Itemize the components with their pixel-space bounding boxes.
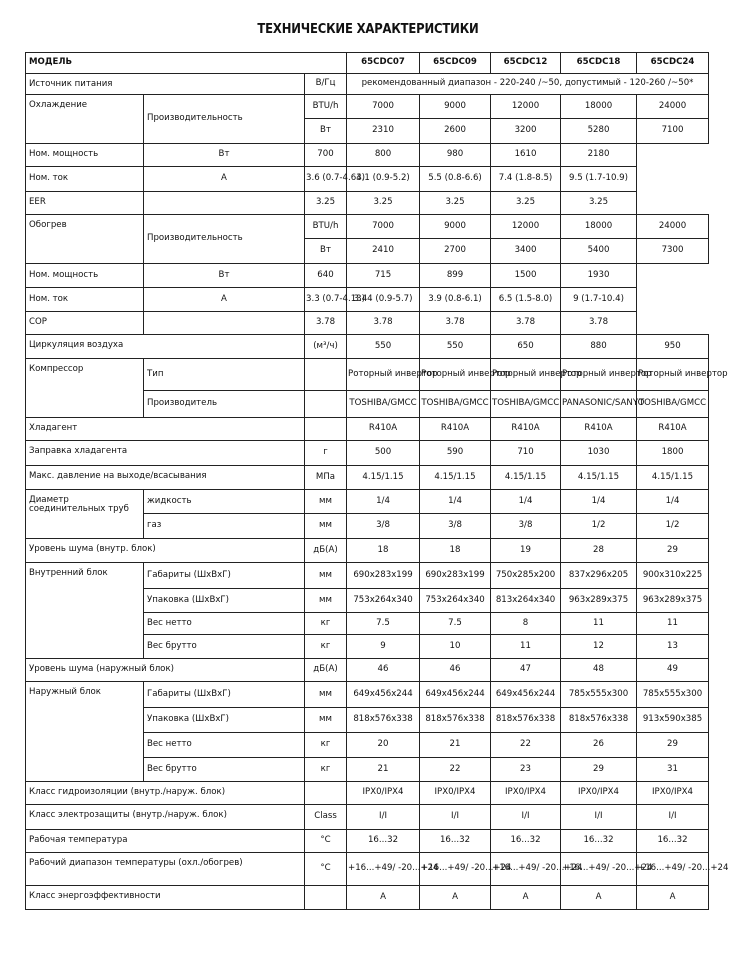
table-row (26, 192, 709, 215)
table-row (26, 782, 709, 805)
row-sublabel: Вес брутто (144, 758, 305, 782)
row-label: Макс. давление на выходе/всасывания (26, 466, 305, 490)
value-cell: 7100 (637, 119, 709, 144)
value-cell: 753x264x340 (420, 589, 491, 613)
value-cell: 19 (491, 539, 561, 563)
value-cell: 913x590x385 (637, 708, 709, 733)
table-row (26, 264, 709, 288)
model-header-cell: 65CDC18 (561, 53, 637, 74)
row-sublabel: Габариты (ШхВхГ) (144, 563, 305, 589)
value-cell: 7.5 (347, 613, 420, 635)
unit-cell: кг (305, 613, 347, 635)
value-cell: 753x264x340 (347, 589, 420, 613)
table-row (26, 95, 709, 119)
value-cell: 785x555x300 (637, 682, 709, 708)
value-cell: A (491, 886, 561, 910)
value-cell: 1/4 (347, 490, 420, 514)
value-cell: 3.6 (0.7-4.63) (305, 167, 347, 192)
value-cell: TOSHIBA/GMCC (491, 391, 561, 418)
value-cell: 18000 (561, 95, 637, 119)
value-cell: I/I (637, 805, 709, 830)
value-cell: I/I (347, 805, 420, 830)
row-label: Уровень шума (внутр. блок) (26, 539, 305, 563)
value-cell: R410A (420, 418, 491, 441)
value-cell: 5400 (561, 239, 637, 264)
value-cell: 649x456x244 (347, 682, 420, 708)
row-label: Диаметр соединительных труб (26, 490, 144, 539)
row-sublabel: Ном. мощность (26, 144, 144, 167)
value-cell: 899 (420, 264, 491, 288)
unit-cell: А (144, 167, 305, 192)
value-cell: 29 (637, 539, 709, 563)
value-cell: 1800 (637, 441, 709, 466)
value-cell: Роторный инвертор (561, 359, 637, 391)
value-cell: 26 (561, 733, 637, 758)
unit-cell (144, 192, 305, 215)
row-label: Компрессор (26, 359, 144, 418)
unit-cell: кг (305, 733, 347, 758)
value-cell: 23 (491, 758, 561, 782)
row-label: Внутренний блок (26, 563, 144, 659)
value-cell: +16...+49/ -20...+24 (561, 853, 637, 886)
row-sublabel: Вес нетто (144, 733, 305, 758)
value-cell: 785x555x300 (561, 682, 637, 708)
value-cell: 22 (491, 733, 561, 758)
row-sublabel: газ (144, 514, 305, 539)
value-cell: 12000 (491, 215, 561, 239)
row-label: Класс энергоэффективности (26, 886, 305, 910)
value-cell: 3.78 (561, 312, 637, 335)
value-cell: 3.3 (0.7-4.13) (305, 288, 347, 312)
value-cell: 7000 (347, 215, 420, 239)
model-header-cell: 65CDC24 (637, 53, 709, 74)
row-sublabel: Ном. ток (26, 167, 144, 192)
value-cell: 18000 (561, 215, 637, 239)
value-cell: 900x310x225 (637, 563, 709, 589)
row-label: Класс электрозащиты (внутр./наруж. блок) (26, 805, 305, 830)
value-cell: 10 (420, 635, 491, 659)
value-cell: +16...+49/ -20...+24 (491, 853, 561, 886)
table-row (26, 74, 709, 95)
value-cell: 3.44 (0.9-5.7) (347, 288, 420, 312)
table-row (26, 490, 709, 514)
value-cell: 24000 (637, 215, 709, 239)
table-row (26, 853, 709, 886)
row-label: Класс гидроизоляции (внутр./наруж. блок) (26, 782, 305, 805)
value-cell: TOSHIBA/GMCC (637, 391, 709, 418)
value-cell: 16...32 (561, 830, 637, 853)
row-sublabel: Упаковка (ШхВхГ) (144, 589, 305, 613)
row-sublabel: Производитель (144, 391, 305, 418)
value-cell: 16...32 (637, 830, 709, 853)
value-cell: 11 (637, 613, 709, 635)
row-sublabel: Вес брутто (144, 635, 305, 659)
unit-cell: Class (305, 805, 347, 830)
page-title: ТЕХНИЧЕСКИЕ ХАРАКТЕРИСТИКИ (257, 21, 479, 37)
value-cell: 3.25 (305, 192, 347, 215)
row-sublabel: Упаковка (ШхВхГ) (144, 708, 305, 733)
value-cell: 1/4 (420, 490, 491, 514)
value-cell: 16...32 (420, 830, 491, 853)
value-cell: 3.78 (420, 312, 491, 335)
unit-cell: °C (305, 830, 347, 853)
value-cell: 818x576x338 (420, 708, 491, 733)
value-cell: 710 (491, 441, 561, 466)
unit-cell: BTU/h (305, 95, 347, 119)
spec-table (25, 52, 729, 910)
value-cell: IPX0/IPX4 (637, 782, 709, 805)
unit-cell: МПа (305, 466, 347, 490)
value-cell: A (420, 886, 491, 910)
row-sublabel: Габариты (ШхВхГ) (144, 682, 305, 708)
value-cell: 1500 (491, 264, 561, 288)
value-cell: 3.25 (420, 192, 491, 215)
header-row (26, 53, 709, 74)
spec-table-body (26, 53, 729, 910)
table-row (26, 288, 709, 312)
value-cell: 980 (420, 144, 491, 167)
value-cell: R410A (561, 418, 637, 441)
value-cell: IPX0/IPX4 (420, 782, 491, 805)
value-cell: 7.4 (1.8-8.5) (491, 167, 561, 192)
value-cell: 590 (420, 441, 491, 466)
value-cell: 22 (420, 758, 491, 782)
row-label: Уровень шума (наружный блок) (26, 659, 305, 682)
model-header-cell: 65CDC07 (347, 53, 420, 74)
value-cell: 11 (561, 613, 637, 635)
row-label: Источник питания (26, 74, 305, 95)
value-cell: PANASONIC/SANYO (561, 391, 637, 418)
value-cell: 11 (491, 635, 561, 659)
value-cell: 3.25 (491, 192, 561, 215)
value-cell: 800 (347, 144, 420, 167)
value-cell: 21 (420, 733, 491, 758)
value-cell: A (637, 886, 709, 910)
unit-cell: мм (305, 490, 347, 514)
value-cell: 2600 (420, 119, 491, 144)
value-cell: 47 (491, 659, 561, 682)
value-cell: 31 (637, 758, 709, 782)
value-cell: 963x289x375 (561, 589, 637, 613)
value-cell: R410A (347, 418, 420, 441)
value-cell: 3/8 (347, 514, 420, 539)
unit-cell: мм (305, 514, 347, 539)
value-cell: 16...32 (347, 830, 420, 853)
value-cell: 818x576x338 (347, 708, 420, 733)
value-cell: +16...+49/ -20...+24 (637, 853, 709, 886)
unit-cell (305, 359, 347, 391)
table-row (26, 441, 709, 466)
value-cell: I/I (491, 805, 561, 830)
value-cell: 7000 (347, 95, 420, 119)
value-cell: 1/4 (561, 490, 637, 514)
value-cell: 9.5 (1.7-10.9) (561, 167, 637, 192)
value-cell: 813x264x340 (491, 589, 561, 613)
value-cell: R410A (637, 418, 709, 441)
value-cell: 715 (347, 264, 420, 288)
value-cell: 1/4 (491, 490, 561, 514)
value-cell: 3400 (491, 239, 561, 264)
value-cell: 4.15/1.15 (561, 466, 637, 490)
value-cell: 5.5 (0.8-6.6) (420, 167, 491, 192)
table-row (26, 805, 709, 830)
unit-cell (305, 782, 347, 805)
value-cell: R410A (491, 418, 561, 441)
table-row (26, 659, 709, 682)
value-cell: 818x576x338 (491, 708, 561, 733)
unit-cell: (м³/ч) (305, 335, 347, 359)
value-cell: 18 (347, 539, 420, 563)
value-cell: 46 (420, 659, 491, 682)
value-cell: 880 (561, 335, 637, 359)
value-cell: 28 (561, 539, 637, 563)
unit-cell: BTU/h (305, 215, 347, 239)
value-cell: 2310 (347, 119, 420, 144)
value-cell: 1/4 (637, 490, 709, 514)
value-cell: 1/2 (637, 514, 709, 539)
value-cell: 4.15/1.15 (347, 466, 420, 490)
value-cell: 29 (561, 758, 637, 782)
value-cell: 4.1 (0.9-5.2) (347, 167, 420, 192)
value-cell: 640 (305, 264, 347, 288)
value-cell: 690x283x199 (420, 563, 491, 589)
unit-cell: дБ(А) (305, 659, 347, 682)
row-sublabel: Производительность (144, 95, 305, 144)
value-cell: TOSHIBA/GMCC (347, 391, 420, 418)
value-cell: 16...32 (491, 830, 561, 853)
table-row (26, 418, 709, 441)
unit-cell: мм (305, 563, 347, 589)
value-cell: IPX0/IPX4 (561, 782, 637, 805)
row-label: Охлаждение (26, 95, 144, 144)
value-cell: 1030 (561, 441, 637, 466)
row-label: Обогрев (26, 215, 144, 264)
value-cell: 24000 (637, 95, 709, 119)
value-cell: 9 (347, 635, 420, 659)
value-cell: I/I (561, 805, 637, 830)
spanned-value-cell: рекомендованный диапазон - 220-240 /~50, допустимый - 120-260 /~50* (347, 74, 709, 95)
value-cell: 1/2 (561, 514, 637, 539)
table-row (26, 215, 709, 239)
table-row (26, 563, 709, 589)
unit-cell: кг (305, 635, 347, 659)
value-cell: 2700 (420, 239, 491, 264)
value-cell: 4.15/1.15 (420, 466, 491, 490)
value-cell: 9000 (420, 215, 491, 239)
row-sublabel: EER (26, 192, 144, 215)
model-header-label: МОДЕЛЬ (26, 53, 347, 74)
unit-cell: мм (305, 589, 347, 613)
value-cell: 650 (491, 335, 561, 359)
value-cell: A (561, 886, 637, 910)
value-cell: 9000 (420, 95, 491, 119)
table-row (26, 312, 709, 335)
value-cell: 18 (420, 539, 491, 563)
value-cell: 750x285x200 (491, 563, 561, 589)
value-cell: 3200 (491, 119, 561, 144)
value-cell: 3.25 (561, 192, 637, 215)
row-label: Циркуляция воздуха (26, 335, 305, 359)
unit-cell: мм (305, 708, 347, 733)
value-cell: 3/8 (491, 514, 561, 539)
value-cell: 49 (637, 659, 709, 682)
table-row (26, 682, 709, 708)
value-cell: 700 (305, 144, 347, 167)
value-cell: 690x283x199 (347, 563, 420, 589)
unit-cell (144, 312, 305, 335)
value-cell: 1930 (561, 264, 637, 288)
row-sublabel: Ном. ток (26, 288, 144, 312)
unit-cell: Вт (144, 144, 305, 167)
model-header-cell: 65CDC09 (420, 53, 491, 74)
row-label: Рабочая температура (26, 830, 305, 853)
unit-cell: А (144, 288, 305, 312)
row-label: Наружный блок (26, 682, 144, 782)
table-row (26, 886, 709, 910)
unit-cell (305, 418, 347, 441)
value-cell: 20 (347, 733, 420, 758)
unit-cell: Вт (305, 239, 347, 264)
value-cell: 963x289x375 (637, 589, 709, 613)
table-row (26, 539, 709, 563)
table-row (26, 466, 709, 490)
value-cell: 649x456x244 (491, 682, 561, 708)
value-cell: 818x576x338 (561, 708, 637, 733)
value-cell: 21 (347, 758, 420, 782)
value-cell: TOSHIBA/GMCC (420, 391, 491, 418)
table-row (26, 167, 709, 192)
value-cell: 9 (1.7-10.4) (561, 288, 637, 312)
value-cell: 3.78 (491, 312, 561, 335)
row-label: Рабочий диапазон температуры (охл./обогрев) (26, 853, 305, 886)
value-cell: 649x456x244 (420, 682, 491, 708)
table-row (26, 335, 709, 359)
unit-cell (305, 886, 347, 910)
row-label: Заправка хладагента (26, 441, 305, 466)
row-sublabel: жидкость (144, 490, 305, 514)
value-cell: 6.5 (1.5-8.0) (491, 288, 561, 312)
value-cell: 3.78 (305, 312, 347, 335)
value-cell: 500 (347, 441, 420, 466)
value-cell: 1610 (491, 144, 561, 167)
value-cell: 3.78 (347, 312, 420, 335)
value-cell: 2180 (561, 144, 637, 167)
value-cell: +16...+49/ -20...+24 (347, 853, 420, 886)
value-cell: 7300 (637, 239, 709, 264)
value-cell: A (347, 886, 420, 910)
value-cell: 8 (491, 613, 561, 635)
table-row (26, 144, 709, 167)
value-cell: I/I (420, 805, 491, 830)
value-cell: IPX0/IPX4 (347, 782, 420, 805)
value-cell: 46 (347, 659, 420, 682)
value-cell: Роторный инвертор (637, 359, 709, 391)
table-row (26, 830, 709, 853)
unit-cell: г (305, 441, 347, 466)
value-cell: 29 (637, 733, 709, 758)
unit-cell: мм (305, 682, 347, 708)
unit-cell (305, 391, 347, 418)
value-cell: 950 (637, 335, 709, 359)
value-cell: 3/8 (420, 514, 491, 539)
value-cell: +16...+49/ -20...+24 (420, 853, 491, 886)
row-sublabel: Производительность (144, 215, 305, 264)
table-row (26, 359, 709, 391)
value-cell: 550 (420, 335, 491, 359)
unit-cell: В/Гц (305, 74, 347, 95)
value-cell: 837x296x205 (561, 563, 637, 589)
model-header-cell: 65CDC12 (491, 53, 561, 74)
unit-cell: °C (305, 853, 347, 886)
unit-cell: Вт (144, 264, 305, 288)
value-cell: 4.15/1.15 (637, 466, 709, 490)
unit-cell: дБ(А) (305, 539, 347, 563)
value-cell: 13 (637, 635, 709, 659)
value-cell: 12 (561, 635, 637, 659)
row-sublabel: Ном. мощность (26, 264, 144, 288)
value-cell: 3.9 (0.8-6.1) (420, 288, 491, 312)
row-sublabel: Тип (144, 359, 305, 391)
value-cell: IPX0/IPX4 (491, 782, 561, 805)
value-cell: 7.5 (420, 613, 491, 635)
row-label: Хладагент (26, 418, 305, 441)
value-cell: 48 (561, 659, 637, 682)
row-sublabel: Вес нетто (144, 613, 305, 635)
row-sublabel: COP (26, 312, 144, 335)
value-cell: 3.25 (347, 192, 420, 215)
value-cell: Роторный инвертор (491, 359, 561, 391)
unit-cell: кг (305, 758, 347, 782)
value-cell: 12000 (491, 95, 561, 119)
value-cell: Роторный инвертор (420, 359, 491, 391)
value-cell: Роторный инвертор (347, 359, 420, 391)
value-cell: 4.15/1.15 (491, 466, 561, 490)
value-cell: 2410 (347, 239, 420, 264)
value-cell: 550 (347, 335, 420, 359)
value-cell: 5280 (561, 119, 637, 144)
unit-cell: Вт (305, 119, 347, 144)
